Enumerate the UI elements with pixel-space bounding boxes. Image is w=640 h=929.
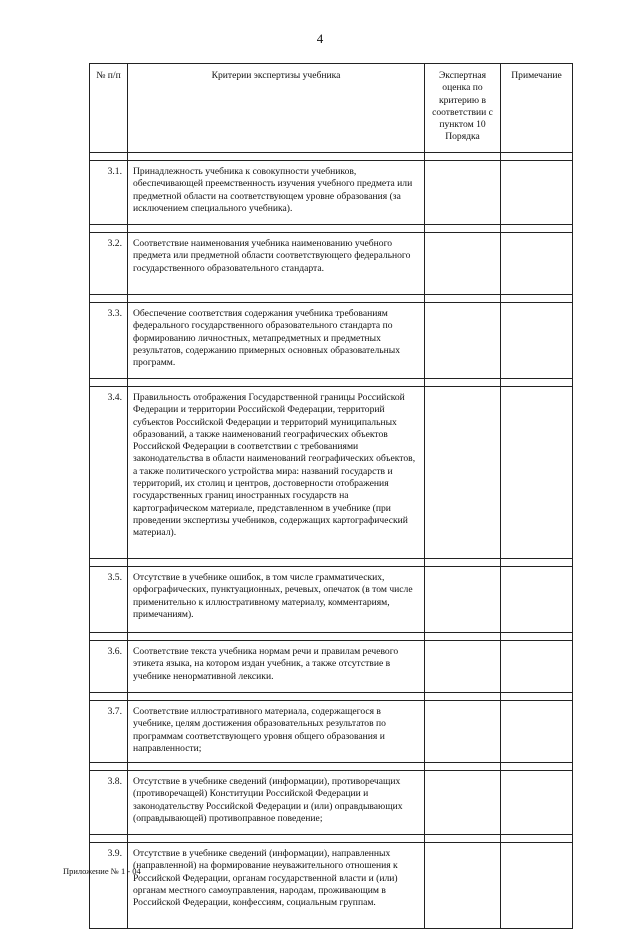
row-criterion: Принадлежность учебника к совокупности учебников, обеспечивающей преемственность изучения учебного предмета или предметной области на соответствующем уровне образования (за исключением специального учебника).	[128, 161, 425, 225]
evaluation-cell	[425, 567, 501, 633]
row-criterion: Правильность отображения Государственной границы Российской Федерации и территории Российской Федерации, территорий субъектов Российской Федерации и территорий муниципальных образований, а также наименований географических объектов Российской Федерации в соответствии с требованиями законодательства в области наименований географических объектов, а также политического устройства мира: названий государств и территорий, их столиц и центров, достоверности отображения государственных границ иностранных государств на картографическом материале, представленном в учебнике (при проведении экспертизы учебников, содержащих картографический материал).	[128, 387, 425, 559]
row-criterion: Соответствие наименования учебника наименованию учебного предмета или предметной области соответствующего федерального государственного образовательного стандарта.	[128, 233, 425, 295]
table-row	[90, 567, 573, 633]
header-num: № п/п	[90, 64, 128, 153]
table-row	[90, 303, 573, 379]
row-number: 3.6.	[90, 641, 128, 693]
row-number: 3.9.	[90, 843, 128, 929]
row-number: 3.2.	[90, 233, 128, 295]
header-note: Примечание	[501, 64, 573, 153]
row-number: 3.7.	[90, 701, 128, 763]
table-row	[90, 387, 573, 559]
table-row	[90, 771, 573, 835]
note-cell	[501, 641, 573, 693]
row-criterion: Отсутствие в учебнике сведений (информации), направленных (направленной) на формирование неуважительного отношения к Российской Федерации, органам государственной власти и (или) органам местного самоуправления, народам, проживающим в Российской Федерации, конфессиям, социальным группам.	[128, 843, 425, 929]
evaluation-cell	[425, 303, 501, 379]
evaluation-cell	[425, 843, 501, 929]
criteria-table	[89, 63, 573, 929]
note-cell	[501, 161, 573, 225]
table-row	[90, 641, 573, 693]
evaluation-cell	[425, 387, 501, 559]
table-row	[90, 233, 573, 295]
note-cell	[501, 233, 573, 295]
header-criteria: Критерии экспертизы учебника	[128, 64, 425, 153]
row-criterion: Отсутствие в учебнике сведений (информации), противоречащих (противоречащей) Конституции Российской Федерации и законодательству Российской Федерации и (или) оправдывающих (оправдывающей) противоправное поведение;	[128, 771, 425, 835]
table-row	[90, 701, 573, 763]
row-criterion: Отсутствие в учебнике ошибок, в том числе грамматических, орфографических, пунктуационных, речевых, опечаток (в том числе применительно к иллюстративному материалу, комментариям, примечаниям).	[128, 567, 425, 633]
evaluation-cell	[425, 701, 501, 763]
note-cell	[501, 701, 573, 763]
note-cell	[501, 771, 573, 835]
row-number: 3.5.	[90, 567, 128, 633]
header-evaluation: Экспертная оценка по критерию в соответствии с пунктом 10 Порядка	[425, 64, 501, 153]
row-number: 3.4.	[90, 387, 128, 559]
evaluation-cell	[425, 771, 501, 835]
table-row	[90, 843, 573, 929]
row-number: 3.3.	[90, 303, 128, 379]
row-number: 3.1.	[90, 161, 128, 225]
row-criterion: Соответствие текста учебника нормам речи и правилам речевого этикета языка, на котором издан учебник, а также отсутствие в учебнике ненормативной лексики.	[128, 641, 425, 693]
evaluation-cell	[425, 641, 501, 693]
note-cell	[501, 567, 573, 633]
row-criterion: Соответствие иллюстративного материала, содержащегося в учебнике, целям достижения образовательных результатов по программам соответствующего уровня общего образования и направленности;	[128, 701, 425, 763]
note-cell	[501, 303, 573, 379]
row-number: 3.8.	[90, 771, 128, 835]
page-number: 4	[316, 31, 324, 46]
table-header-row	[90, 64, 573, 153]
note-cell	[501, 843, 573, 929]
note-cell	[501, 387, 573, 559]
evaluation-cell	[425, 161, 501, 225]
row-criterion: Обеспечение соответствия содержания учебника требованиям федерального государственного образовательного стандарта по формированию личностных, метапредметных и предметных результатов, содержанию примерных основных образовательных программ.	[128, 303, 425, 379]
footer-appendix-label: Приложение № 1 - 04	[63, 866, 141, 876]
evaluation-cell	[425, 233, 501, 295]
table-row	[90, 161, 573, 225]
